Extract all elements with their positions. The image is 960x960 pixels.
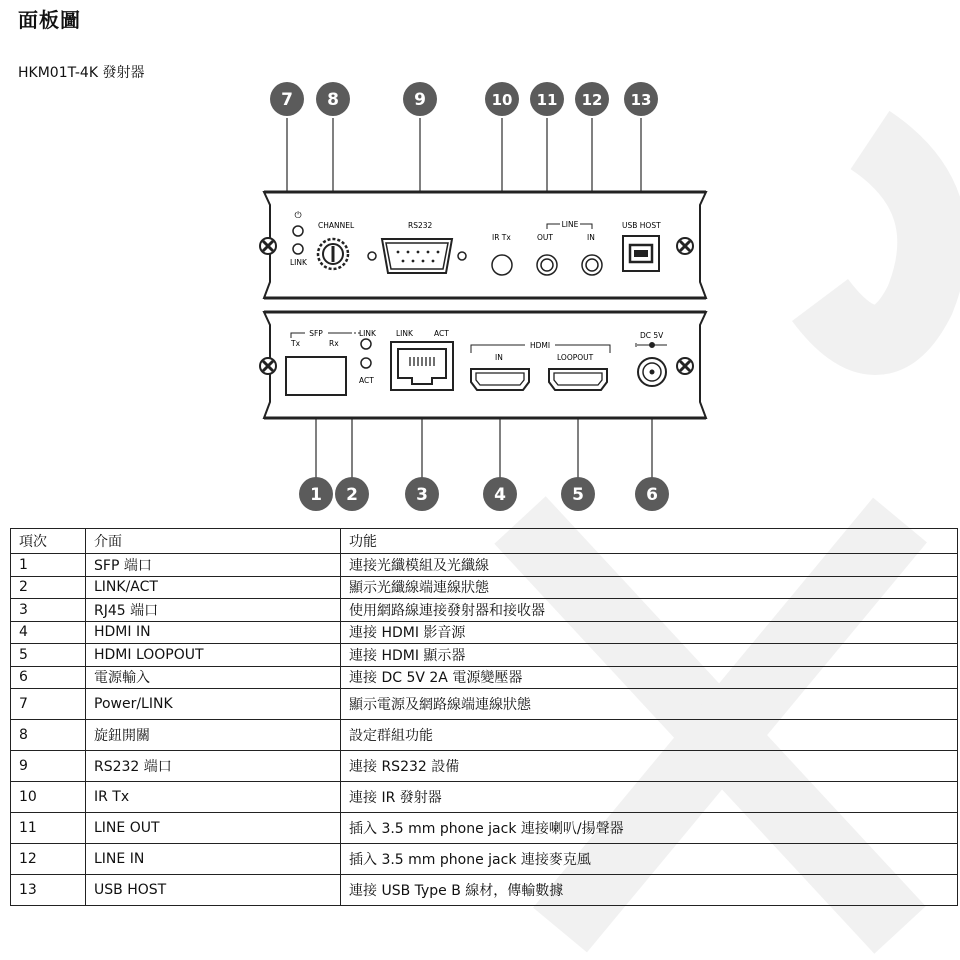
sfp-label: SFP bbox=[309, 329, 323, 338]
row-function: 連接光纖模組及光纖線 bbox=[341, 554, 958, 577]
table-row bbox=[11, 599, 958, 622]
row-no: 2 bbox=[11, 576, 86, 599]
callout-10-label: 10 bbox=[491, 91, 513, 109]
row-function: 顯示光纖線端連線狀態 bbox=[341, 576, 958, 599]
screw-icon bbox=[260, 238, 276, 254]
row-interface: LINE IN bbox=[86, 844, 341, 875]
top-callouts bbox=[270, 82, 658, 116]
row-function: 使用網路線連接發射器和接收器 bbox=[341, 599, 958, 622]
row-interface: SFP 端口 bbox=[86, 554, 341, 577]
callout-3-label: 3 bbox=[416, 485, 428, 505]
usb-b-port bbox=[623, 236, 659, 271]
header-no: 項次 bbox=[11, 529, 86, 554]
callout-12-label: 12 bbox=[581, 91, 603, 109]
dc-label: DC 5V bbox=[640, 331, 664, 340]
table-row bbox=[11, 621, 958, 644]
table-row bbox=[11, 720, 958, 751]
rotary-knob bbox=[318, 239, 348, 269]
sfp-tx-label: Tx bbox=[291, 339, 301, 348]
row-interface: USB HOST bbox=[86, 875, 341, 906]
line-out-label: OUT bbox=[537, 233, 553, 242]
row-interface: 電源輸入 bbox=[86, 666, 341, 689]
screw-icon bbox=[677, 358, 693, 374]
row-function: 連接 DC 5V 2A 電源變壓器 bbox=[341, 666, 958, 689]
screw-icon bbox=[260, 358, 276, 374]
hdmi-loopout-label: LOOPOUT bbox=[557, 353, 594, 362]
callout-6-label: 6 bbox=[646, 485, 658, 505]
row-no: 12 bbox=[11, 844, 86, 875]
power-icon: ⏻ bbox=[294, 211, 302, 221]
table-row bbox=[11, 554, 958, 577]
rj45-link-label: LINK bbox=[396, 329, 413, 338]
row-function: 連接 RS232 設備 bbox=[341, 751, 958, 782]
row-function: 插入 3.5 mm phone jack 連接麥克風 bbox=[341, 844, 958, 875]
hdmi-label: HDMI bbox=[529, 341, 551, 350]
callout-11-label: 11 bbox=[536, 91, 558, 109]
header-interface: 介面 bbox=[86, 529, 341, 554]
sfp-rx-label: Rx bbox=[329, 339, 339, 348]
row-interface: Power/LINK bbox=[86, 689, 341, 720]
table-row bbox=[11, 844, 958, 875]
row-no: 8 bbox=[11, 720, 86, 751]
callout-7-label: 7 bbox=[281, 90, 293, 110]
table-row bbox=[11, 689, 958, 720]
row-interface: LINE OUT bbox=[86, 813, 341, 844]
table-row bbox=[11, 576, 958, 599]
row-interface: LINK/ACT bbox=[86, 576, 341, 599]
line-in-label: IN bbox=[587, 233, 595, 242]
table-row bbox=[11, 813, 958, 844]
row-function: 連接 HDMI 顯示器 bbox=[341, 644, 958, 667]
row-interface: HDMI LOOPOUT bbox=[86, 644, 341, 667]
row-no: 11 bbox=[11, 813, 86, 844]
spec-table bbox=[10, 528, 958, 906]
hdmi-in-label: IN bbox=[495, 353, 503, 362]
row-no: 3 bbox=[11, 599, 86, 622]
row-function: 連接 HDMI 影音源 bbox=[341, 621, 958, 644]
callout-13-label: 13 bbox=[630, 91, 652, 109]
rj45-act-label: ACT bbox=[434, 329, 449, 338]
dc-power-jack bbox=[638, 358, 666, 386]
row-function: 連接 IR 發射器 bbox=[341, 782, 958, 813]
row-no: 1 bbox=[11, 554, 86, 577]
callout-8-label: 8 bbox=[327, 90, 339, 110]
table-row bbox=[11, 644, 958, 667]
ir-tx-label: IR Tx bbox=[492, 233, 511, 242]
page-subtitle: HKM01T-4K 發射器 bbox=[18, 65, 145, 81]
rs232-label: RS232 bbox=[408, 221, 433, 230]
rear-panel bbox=[260, 312, 706, 418]
sfp-act-led bbox=[361, 358, 371, 368]
table-header-row bbox=[11, 529, 958, 554]
power-led bbox=[293, 226, 303, 236]
hdmi-loopout-port bbox=[549, 369, 607, 390]
callout-2-label: 2 bbox=[346, 485, 358, 505]
header-function: 功能 bbox=[341, 529, 958, 554]
table-row bbox=[11, 751, 958, 782]
row-function: 插入 3.5 mm phone jack 連接喇叭/揚聲器 bbox=[341, 813, 958, 844]
line-label: LINE bbox=[561, 220, 579, 229]
row-no: 4 bbox=[11, 621, 86, 644]
sfp-link-led bbox=[361, 339, 371, 349]
row-function: 顯示電源及網路線端連線狀態 bbox=[341, 689, 958, 720]
row-no: 9 bbox=[11, 751, 86, 782]
usb-host-label: USB HOST bbox=[622, 221, 661, 230]
callout-4-label: 4 bbox=[494, 485, 506, 505]
table-row bbox=[11, 666, 958, 689]
link-led bbox=[293, 244, 303, 254]
callout-1-label: 1 bbox=[310, 485, 322, 505]
line-in-jack bbox=[582, 255, 602, 275]
row-function: 設定群組功能 bbox=[341, 720, 958, 751]
table-row bbox=[11, 875, 958, 906]
row-interface: 旋鈕開關 bbox=[86, 720, 341, 751]
callout-9-label: 9 bbox=[414, 90, 426, 110]
row-function: 連接 USB Type B 線材，傳輸數據 bbox=[341, 875, 958, 906]
front-panel bbox=[260, 192, 706, 298]
table-row bbox=[11, 782, 958, 813]
line-out-jack bbox=[537, 255, 557, 275]
rj45-port bbox=[391, 342, 453, 390]
row-no: 6 bbox=[11, 666, 86, 689]
row-no: 10 bbox=[11, 782, 86, 813]
row-interface: RS232 端口 bbox=[86, 751, 341, 782]
screw-icon bbox=[677, 238, 693, 254]
channel-label: CHANNEL bbox=[318, 221, 355, 230]
sfp-act-label: ACT bbox=[359, 376, 374, 385]
row-interface: IR Tx bbox=[86, 782, 341, 813]
page-title: 面板圖 bbox=[18, 8, 81, 32]
sfp-port bbox=[286, 357, 346, 395]
bottom-callouts bbox=[299, 477, 669, 511]
row-no: 13 bbox=[11, 875, 86, 906]
sfp-link-label: LINK bbox=[359, 329, 376, 338]
row-interface: HDMI IN bbox=[86, 621, 341, 644]
row-no: 7 bbox=[11, 689, 86, 720]
row-no: 5 bbox=[11, 644, 86, 667]
hdmi-in-port bbox=[471, 369, 529, 390]
front-link-label: LINK bbox=[290, 258, 307, 267]
row-interface: RJ45 端口 bbox=[86, 599, 341, 622]
callout-5-label: 5 bbox=[572, 485, 584, 505]
ir-tx-jack bbox=[492, 255, 512, 275]
